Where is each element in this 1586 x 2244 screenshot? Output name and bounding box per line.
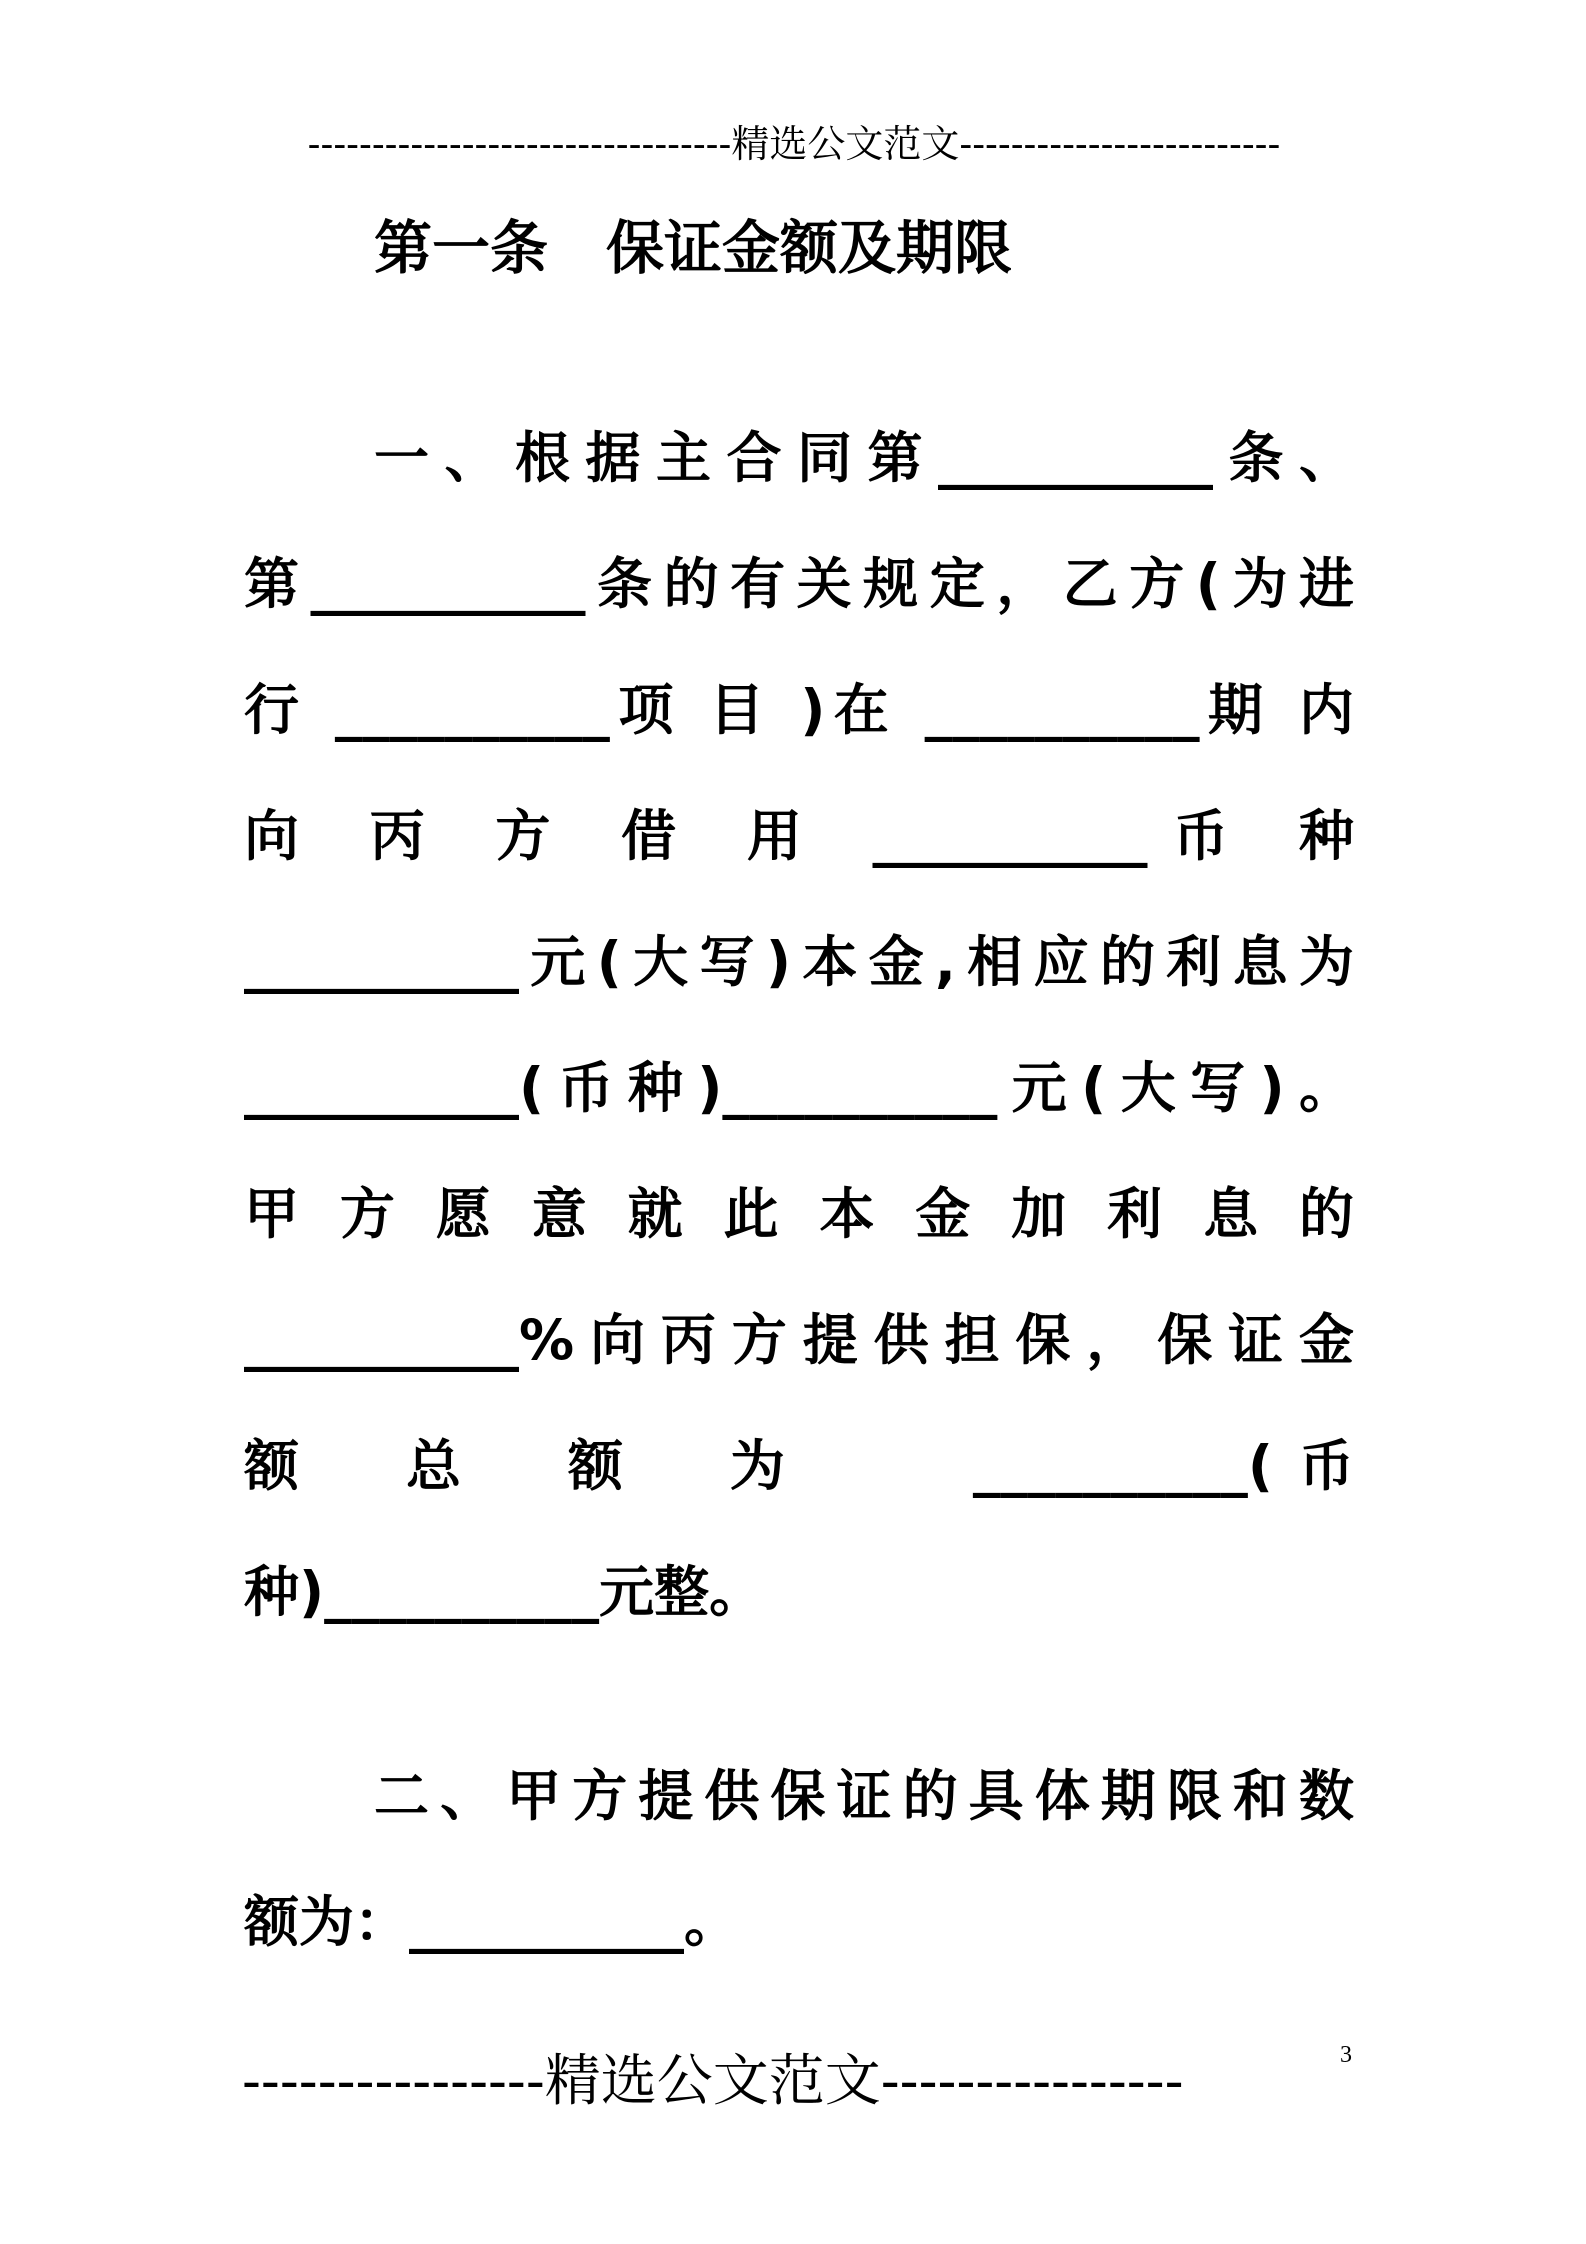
- page-header: ---------------------------------精选公文范文-------------------------: [307, 122, 1281, 166]
- clause-one-line: __________%向丙方提供担保，保证金: [244, 1308, 1354, 1372]
- clause-one-line: 向 丙 方 借 用 __________币 种: [244, 804, 1354, 868]
- page-footer: ----------------精选公文范文----------------: [242, 2049, 1184, 2114]
- clause-one-line: 一、根据主合同第__________条、: [374, 426, 1354, 490]
- clause-one-line: 甲 方 愿 意 就 此 本 金 加 利 息 的: [244, 1182, 1354, 1246]
- article-title: 第一条 保证金额及期限: [374, 214, 1013, 282]
- clause-two-line: 额为：__________。: [244, 1890, 740, 1954]
- clause-one-line: __________元(大写)本金,相应的利息为: [244, 930, 1354, 994]
- clause-one-line: __________(币种)__________元(大写)。: [244, 1056, 1354, 1120]
- clause-one-line: 种)__________元整。: [244, 1560, 765, 1624]
- clause-two-line: 二、甲方提供保证的具体期限和数: [374, 1764, 1354, 1828]
- page-number: 3: [1340, 2042, 1352, 2068]
- clause-one-line: 行 __________项 目 )在 __________期 内: [244, 678, 1354, 742]
- clause-one-line: 第__________条的有关规定，乙方(为进: [244, 552, 1354, 616]
- clause-one-line: 额 总 额 为 __________(币: [244, 1434, 1354, 1498]
